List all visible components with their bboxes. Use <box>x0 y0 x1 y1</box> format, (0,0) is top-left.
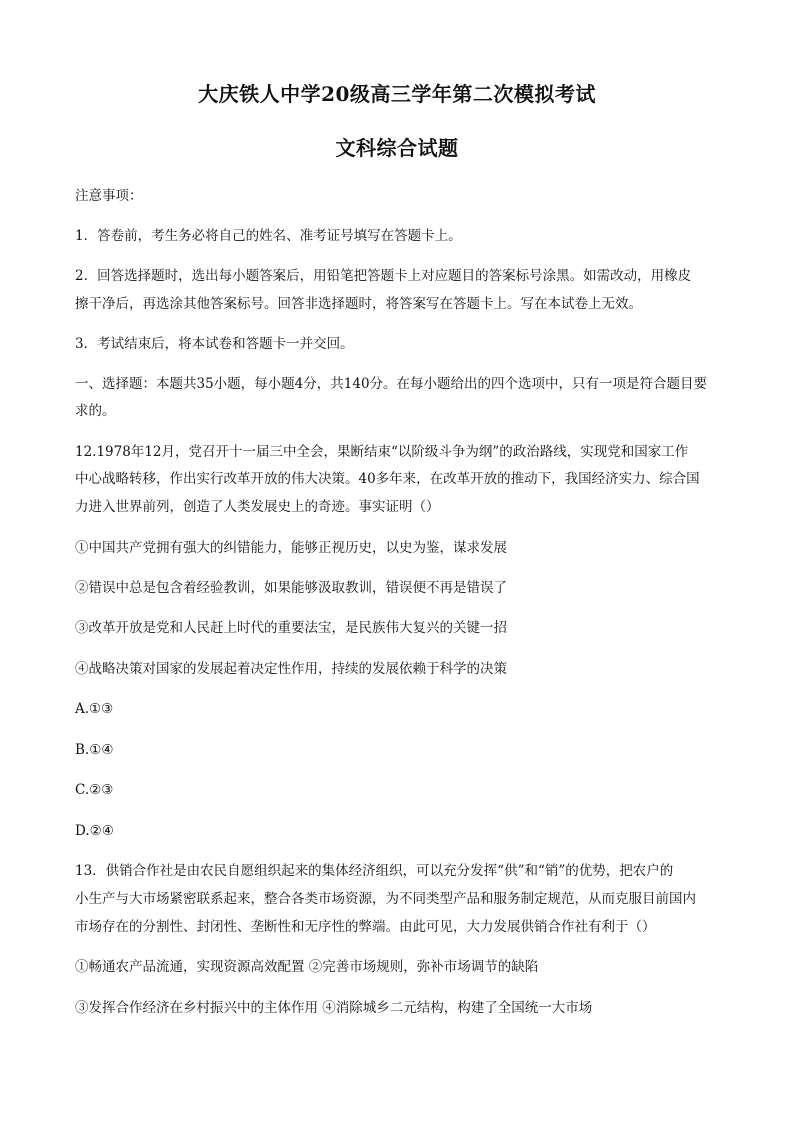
notice-item: 2．回答选择题时，选出每小题答案后，用铅笔把答题卡上对应题目的答案标号涂黑。如需改动，用橡皮 <box>75 268 692 284</box>
question-12-stem: 力进入世界前列，创造了人类发展史上的奇迹。事实证明（） <box>75 499 440 515</box>
section-instruction: 一、选择题：本题共35小题，每小题4分，共140分。在每小题给出的四个选项中，只有一项是符合题目要 <box>75 376 708 392</box>
notice-item: 1．答卷前，考生务必将自己的姓名、准考证号填写在答题卡上。 <box>75 228 462 244</box>
exam-title: 大庆铁人中学20级高三学年第二次模拟考试 <box>198 82 596 106</box>
question-13-statement: ①畅通农产品流通，实现资源高效配置 ②完善市场规则，弥补市场调节的缺陷 <box>75 959 539 975</box>
question-13-stem: 13．供销合作社是由农民自愿组织起来的集体经济组织，可以充分发挥“供”和“销”的优势，把农户的 <box>75 863 674 879</box>
question-12-option-d: D.②④ <box>75 823 114 839</box>
question-12-statement: ②错误中总是包含着经验教训，如果能够汲取教训，错误便不再是错误了 <box>75 580 507 596</box>
notice-item: 3．考试结束后，将本试卷和答题卡一并交回。 <box>75 336 354 352</box>
question-13-stem: 小生产与大市场紧密联系起来，整合各类市场资源，为不同类型产品和服务制定规范，从而克服目前国内 <box>75 891 696 907</box>
question-12-statement: ①中国共产党拥有强大的纠错能力，能够正视历史，以史为鉴，谋求发展 <box>75 540 507 556</box>
question-12-stem: 12.1978年12月，党召开十一届三中全会，果断结束“以阶级斗争为纲”的政治路线，实现党和国家工作 <box>75 444 689 460</box>
question-12-stem: 中心战略转移，作出实行改革开放的伟大决策。40多年来，在改革开放的推动下，我国经济实力、综合国 <box>75 471 700 487</box>
question-13-statement: ③发挥合作经济在乡村振兴中的主体作用 ④消除城乡二元结构，构建了全国统一大市场 <box>75 1000 593 1016</box>
question-12-option-c: C.②③ <box>75 782 114 798</box>
notice-heading: 注意事项： <box>75 188 143 204</box>
question-12-statement: ③改革开放是党和人民赶上时代的重要法宝，是民族伟大复兴的关键一招 <box>75 620 507 636</box>
question-12-option-a: A.①③ <box>75 701 114 717</box>
notice-item: 擦干净后，再选涂其他答案标号。回答非选择题时，将答案写在答题卡上。写在本试卷上无效。 <box>75 296 642 312</box>
question-13-stem: 市场存在的分割性、封闭性、垄断性和无序性的弊端。由此可见，大力发展供销合作社有利于（） <box>75 919 656 935</box>
question-12-statement: ④战略决策对国家的发展起着决定性作用，持续的发展依赖于科学的决策 <box>75 661 507 677</box>
question-12-option-b: B.①④ <box>75 742 114 758</box>
exam-subtitle: 文科综合试题 <box>335 136 459 160</box>
section-instruction: 求的。 <box>75 403 116 419</box>
